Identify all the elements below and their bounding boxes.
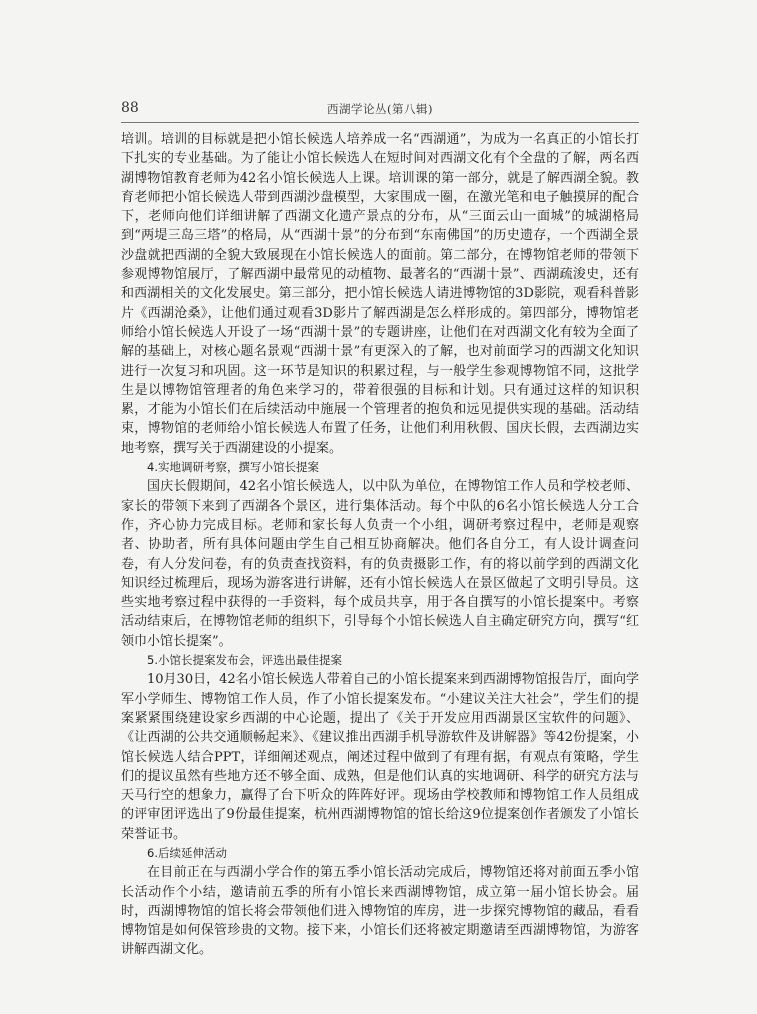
section-heading-5: 5.小馆长提案发布会，评选出最佳提案 (147, 653, 342, 668)
body-text (121, 130, 639, 960)
page-header (121, 100, 639, 120)
section-heading-6: 6.后续延伸活动 (147, 845, 227, 860)
paragraph-field-research: 国庆长假期间，42名小馆长候选人，以中队为单位，在博物馆工作人员和学校老师、家长的带领下来到了西湖各个景区，进行集体活动。每个中队的6名小馆长候选人分工合作，齐心协力完成目标。老师和家长每人负责一个小组，调研考察过程中，老师是观察者、协助者，所有具体问题由学生自己相互协商解决。他们各自分工，有人设计调查问卷，有人分发问卷，有的负责查找资料，有的负责摄影工作，有的将以前学到的西湖文化知识经过梳理后，现场为游客进行讲解，还有小馆长候选人在景区做起了文明引导员。这些实地考察过程中获得的一手资料，每个成员共享，用于各自撰写的小馆长提案中。考察活动结束后，在博物馆老师的组织下，引导每个小馆长候选人自主确定研究方向，撰写“红领巾小馆长提案”。 (121, 479, 639, 649)
paragraph-follow-up: 在目前正在与西湖小学合作的第五季小馆长活动完成后，博物馆还将对前面五季小馆长活动作个小结，邀请前五季的所有小馆长来西湖博物馆，成立第一届小馆长协会。届时，西湖博物馆的馆长将会带领他们进入博物馆的库房，进一步探究博物馆的藏品，看看博物馆是如何保管珍贵的文物。接下来，小馆长们还将被定期邀请至西湖博物馆，为游客讲解西湖文化。 (121, 865, 639, 958)
paragraph-proposal-release: 10月30日，42名小馆长候选人带着自己的小馆长提案来到西湖博物馆报告厅，面向学军小学师生、博物馆工作人员，作了小馆长提案发布。“小建议关注大社会”，学生们的提案紧紧围绕建设家乡西湖的中心论题，提出了《关于开发应用西湖景区宝软件的问题》、《让西湖的公共交通顺畅起来》、《建议推出西湖手机导游软件及讲解器》等42份提案，小馆长候选人结合PPT，详细阐述观点，阐述过程中做到了有理有据，有观点有策略，学生们的提议虽然有些地方还不够全面、成熟，但是他们认真的实地调研、科学的研究方法与天马行空的想象力，赢得了台下听众的阵阵好评。现场由学校教师和博物馆工作人员组成的评审团评选出了9份最佳提案，杭州西湖博物馆的馆长给这9位提案创作者颁发了小馆长荣誉证书。 (121, 672, 639, 842)
running-title: 西湖学论丛(第八辑) (327, 102, 433, 116)
header-rule (121, 122, 639, 123)
paragraph-training: 培训。培训的目标就是把小馆长候选人培养成一名“西湖通”，为成为一名真正的小馆长打下扎实的专业基础。为了能让小馆长候选人在短时间对西湖文化有个全盘的了解，两名西湖博物馆教育老师为42名小馆长候选人上课。培训课的第一部分，就是了解西湖全貌。教育老师把小馆长候选人带到西湖沙盘模型，大家围成一圈，在激光笔和电子触摸屏的配合下，老师向他们详细讲解了西湖文化遗产景点的分布，从“三面云山一面城”的城湖格局到“两堤三岛三塔”的格局，从“西湖十景”的分布到“东南佛国”的历史遗存，一个西湖全景沙盘就把西湖的全貌大致展现在小馆长候选人的面前。第二部分，在博物馆老师的带领下参观博物馆展厅，了解西湖中最常见的动植物、最著名的“西湖十景”、西湖疏浚史，还有和西湖相关的文化发展史。第三部分，把小馆长候选人请进博物馆的3D影院，观看科普影片《西湖沧桑》，让他们通过观看3D影片了解西湖是怎么样形成的。第四部分，博物馆老师给小馆长候选人开设了一场“西湖十景”的专题讲座，让他们在对西湖文化有较为全面了解的基础上，对核心题名景观“西湖十景”有更深入的了解，也对前面学习的西湖文化知识进行一次复习和巩固。这一环节是知识的积累过程，与一般学生参观博物馆不同，这批学生是以博物馆管理者的角色来学习的，带着很强的目标和计划。只有通过这样的知识积累，才能为小馆长们在后续活动中施展一个管理者的抱负和远见提供实现的基础。活动结束，博物馆的老师给小馆长候选人布置了任务，让他们利用秋假、国庆长假，去西湖边实地考察，撰写关于西湖建设的小提案。 (121, 132, 639, 456)
section-heading-4: 4.实地调研考察，撰写小馆长提案 (147, 460, 319, 475)
page-number: 88 (121, 100, 139, 116)
